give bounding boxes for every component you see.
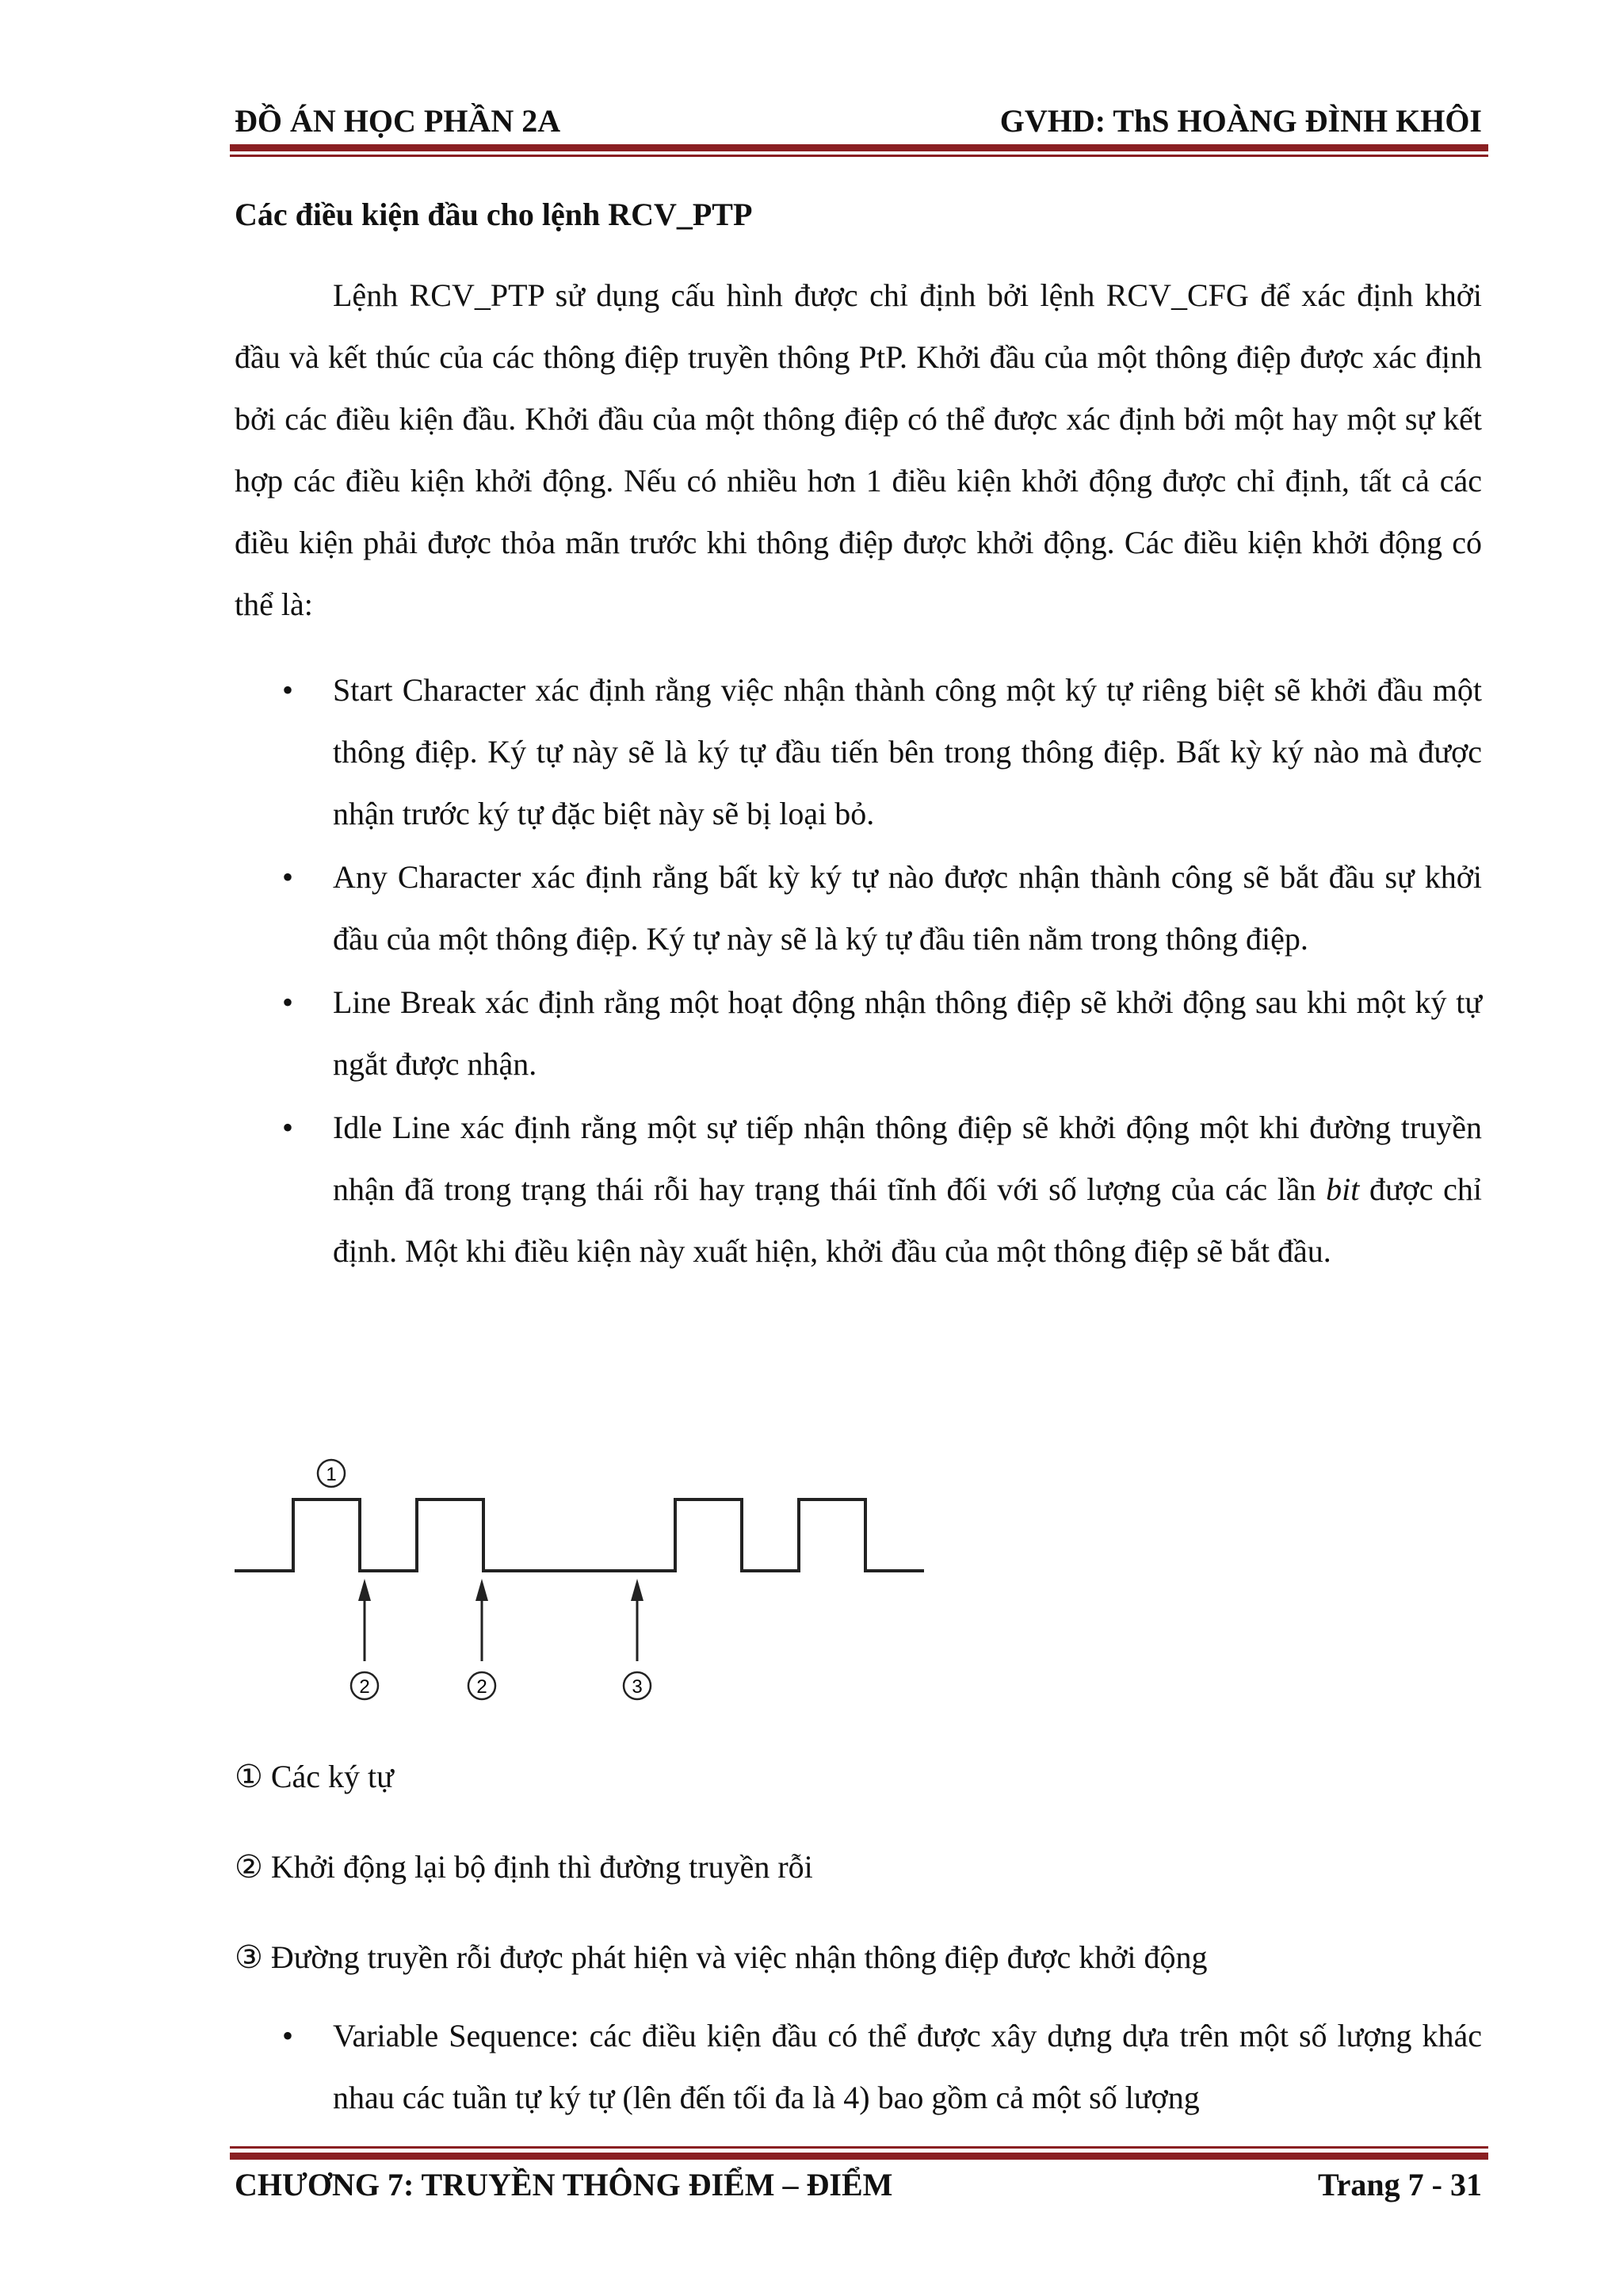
svg-text:2: 2 <box>359 1676 370 1698</box>
bullet-text-start-character: • Start Character xác định rằng việc nhận thành công một ký tự riêng biệt sẽ khởi đầu một thông điệp. Ký tự này sẽ là ký tự đầu tiến bên trong thông điệp. Bất kỳ ký nào mà được nhận trước ký tự đặc biệt này sẽ bị loại bỏ. <box>333 672 1482 831</box>
svg-text:1: 1 <box>326 1464 337 1485</box>
list-item <box>235 1097 1482 1282</box>
page-footer <box>235 2165 1482 2203</box>
list-item <box>235 846 1482 970</box>
continued-condition-list <box>235 2005 1482 2130</box>
footer-page-number: Trang 7 - 31 <box>1317 2167 1482 2202</box>
legend-idle-detected: ③ Đường truyền rỗi được phát hiện và việc nhận thông điệp được khởi động <box>235 1939 1208 1975</box>
idle-line-text-b: được chỉ định. Một khi điều kiện này xuất hiện, khởi đầu của một thông điệp sẽ bắt đầu. <box>333 1171 1483 1269</box>
arrow-marker-2-second <box>468 1579 495 1699</box>
list-item <box>235 659 1482 845</box>
header-course-title: ĐỒ ÁN HỌC PHẦN 2A <box>235 103 561 139</box>
header-rule-thick <box>230 144 1488 151</box>
timing-diagram-svg <box>235 1444 932 1713</box>
idle-line-text-italic: bit <box>1326 1171 1360 1207</box>
arrow-marker-3 <box>624 1579 651 1699</box>
list-item <box>235 972 1482 1095</box>
legend-restart-idle-timer: ② Khởi động lại bộ định thì đường truyền rỗi <box>235 1849 813 1885</box>
header-advisor: GVHD: ThS HOÀNG ĐÌNH KHÔI <box>999 103 1482 139</box>
footer-rule-thin <box>230 2146 1488 2149</box>
bullet-text-line-break: • Line Break xác định rằng một hoạt động nhận thông điệp sẽ khởi động sau khi một ký tự ngắt được nhận. <box>333 984 1482 1082</box>
bullet-text-variable-sequence: • Variable Sequence: các điều kiện đầu có thể được xây dựng dựa trên một số lượng khác nhau các tuần tự ký tự (lên đến tối đa là 4) bao gồm cả một số lượng <box>333 2018 1482 2115</box>
svg-text:2: 2 <box>476 1676 487 1698</box>
marker-1 <box>318 1460 345 1487</box>
page-header <box>235 101 1482 139</box>
bullet-text-idle-line <box>333 1097 1482 1282</box>
idle-line-text-a: Idle Line xác định rằng một sự tiếp nhận thông điệp sẽ khởi động một khi đường truyền nhận đã trong trạng thái rỗi hay trạng thái tĩnh đối với số lượng của các lần <box>333 1110 1482 1207</box>
signal-waveform <box>235 1499 924 1571</box>
footer-rule-thick <box>230 2153 1488 2160</box>
main-content <box>235 184 1482 1284</box>
intro-paragraph: Lệnh RCV_PTP sử dụng cấu hình được chỉ định bởi lệnh RCV_CFG để xác định khởi đầu và kết thúc của các thông điệp truyền thông PtP. Khởi đầu của một thông điệp được xác định bởi các điều kiện đầu. Khởi đầu của một thông điệp có thể được xác định bởi một hay một sự kết hợp các điều kiện khởi động. Nếu có nhiều hơn 1 điều kiện khởi động được chỉ định, tất cả các điều kiện phải được thỏa mãn trước khi thông điệp được khởi động. Các điều kiện khởi động có thể là: <box>235 277 1482 622</box>
start-condition-list <box>235 659 1482 1282</box>
bullet-text-any-character: • Any Character xác định rằng bất kỳ ký tự nào được nhận thành công sẽ bắt đầu sự khởi đầu của một thông điệp. Ký tự này sẽ là ký tự đầu tiên nằm trong thông điệp. <box>333 859 1482 957</box>
svg-text:3: 3 <box>632 1676 643 1698</box>
idle-line-timing-diagram <box>235 1444 932 1713</box>
section-title: Các điều kiện đầu cho lệnh RCV_PTP <box>235 197 753 232</box>
arrow-marker-2-first <box>351 1579 378 1699</box>
header-rule-thin <box>230 155 1488 157</box>
list-item <box>235 2005 1482 2129</box>
footer-chapter-title: CHƯƠNG 7: TRUYỀN THÔNG ĐIỂM – ĐIỂM <box>235 2167 893 2202</box>
legend-characters: ① Các ký tự <box>235 1759 394 1794</box>
